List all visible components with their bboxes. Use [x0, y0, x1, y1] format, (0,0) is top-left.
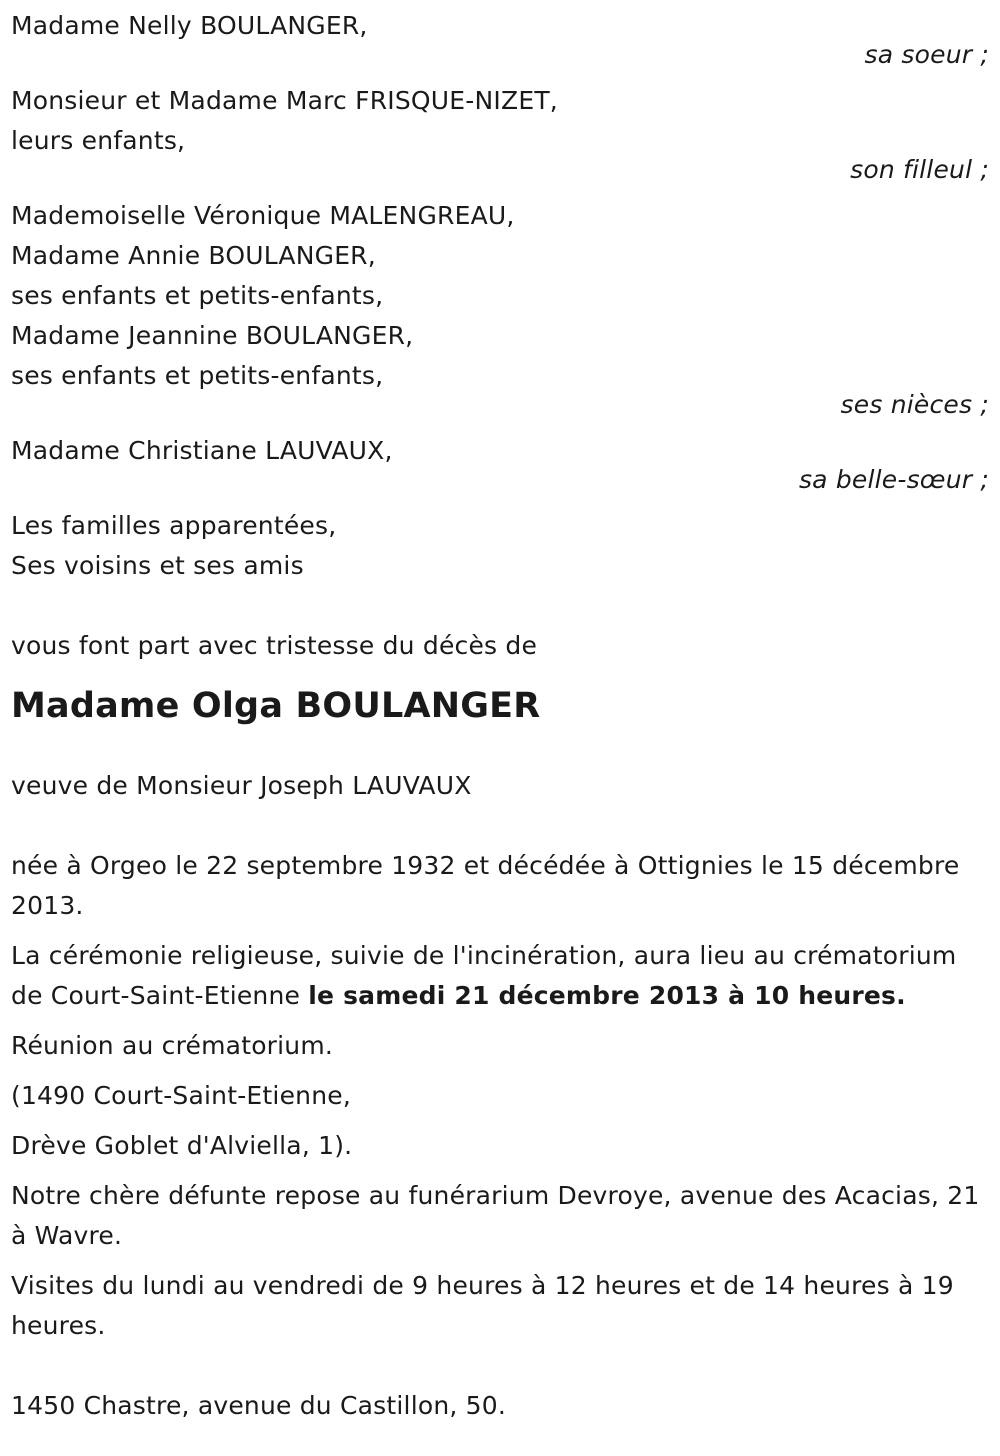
- spacer: [11, 1346, 989, 1386]
- ceremony-text: La cérémonie religieuse, suivie de l'incinération, aura lieu au crématorium de Court-Saint-Etienne: [11, 941, 957, 1010]
- crematorium-address-line-1: (1490 Court-Saint-Etienne,: [11, 1081, 351, 1110]
- reunion-text: Réunion au crématorium.: [11, 1031, 334, 1060]
- family-line: leurs enfants,: [11, 126, 186, 155]
- family-line: ses enfants et petits-enfants,: [11, 361, 384, 390]
- birth-death-text: née à Orgeo le 22 septembre 1932 et décédée à Ottignies le 15 décembre 2013.: [11, 851, 960, 920]
- crematorium-address-line-2: Drève Goblet d'Alviella, 1).: [11, 1131, 353, 1160]
- spacer: [11, 806, 989, 846]
- ceremony-paragraph: [11, 936, 989, 1016]
- family-line: Monsieur et Madame Marc FRISQUE-NIZET,: [11, 86, 558, 115]
- family-group-sister: [11, 6, 989, 67]
- family-group-godson: [11, 81, 989, 182]
- ceremony-datetime: le samedi 21 décembre 2013 à 10 heures.: [308, 981, 906, 1010]
- widow-of-text: veuve de Monsieur Joseph LAUVAUX: [11, 771, 472, 800]
- relationship-label: sa belle-sœur ;: [798, 465, 989, 494]
- family-line: ses enfants et petits-enfants,: [11, 281, 384, 310]
- family-line: Ses voisins et ses amis: [11, 551, 304, 580]
- family-line: Madame Nelly BOULANGER,: [11, 11, 368, 40]
- family-line: Madame Jeannine BOULANGER,: [11, 321, 414, 350]
- family-line: Les familles apparentées,: [11, 511, 337, 540]
- visits-text: Visites du lundi au vendredi de 9 heures à 12 heures et de 14 heures à 19 heures.: [11, 1271, 954, 1340]
- repose-text: Notre chère défunte repose au funérarium Devroye, avenue des Acacias, 21 à Wavre.: [11, 1181, 980, 1250]
- spacer: [11, 726, 989, 766]
- family-line: Mademoiselle Véronique MALENGREAU,: [11, 201, 515, 230]
- relationship-label: ses nièces ;: [840, 390, 989, 419]
- obituary-content: [11, 6, 989, 1426]
- family-group-sister-in-law: [11, 431, 989, 492]
- family-line: Madame Christiane LAUVAUX,: [11, 436, 393, 465]
- family-group-nieces: [11, 196, 989, 417]
- announcement-text: vous font part avec tristesse du décès de: [11, 631, 538, 660]
- relationship-label: son filleul ;: [850, 155, 989, 184]
- family-line: Madame Annie BOULANGER,: [11, 241, 376, 270]
- family-group-relatives: [11, 506, 989, 586]
- relationship-label: sa soeur ;: [864, 40, 989, 69]
- deceased-name: Madame Olga BOULANGER: [11, 686, 541, 726]
- spacer: [11, 586, 989, 626]
- home-address: 1450 Chastre, avenue du Castillon, 50.: [11, 1391, 507, 1420]
